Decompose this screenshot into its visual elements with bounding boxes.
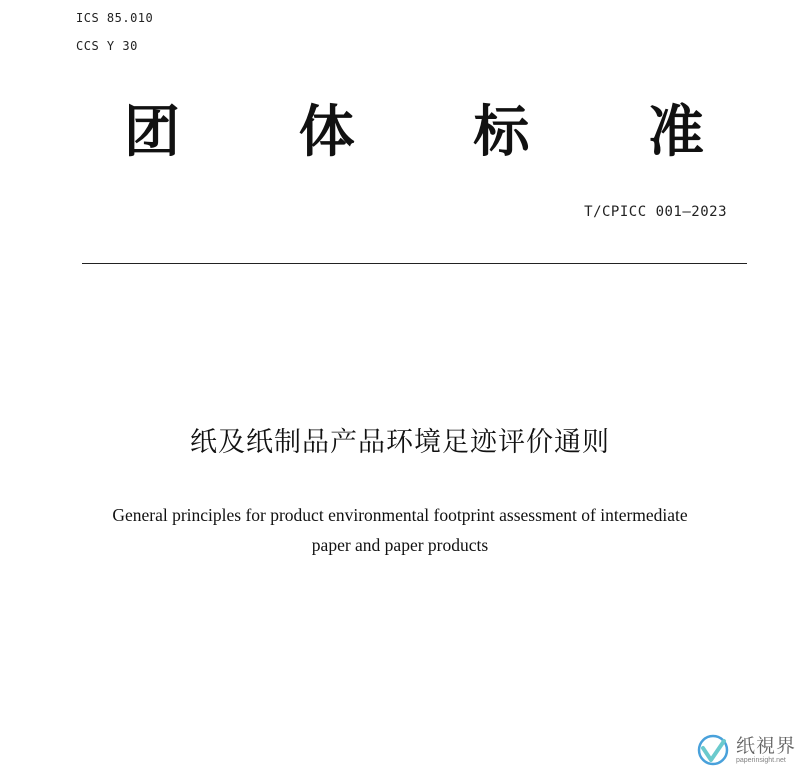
title-chinese: 纸及纸制品产品环境足迹评价通则 — [190, 427, 610, 458]
watermark-name: 纸視界 — [735, 735, 796, 758]
title-english — [60, 500, 740, 560]
watermark-url: paperinsight.net — [735, 756, 786, 764]
standard-number: T/CPICC 001—2023 — [584, 204, 727, 220]
watermark-text — [736, 736, 796, 764]
document-type-char: 标 — [473, 100, 530, 165]
watermark — [696, 733, 796, 767]
document-type-heading — [124, 100, 704, 165]
paper-insight-logo-icon — [696, 733, 730, 767]
ccs-code: CCS Y 30 — [76, 39, 138, 53]
document-type-char: 团 — [124, 100, 180, 165]
title-english-line-2: paper and paper products — [311, 535, 489, 555]
title-english-line-1: General principles for product environmental footprint assessment of intermediate — [112, 505, 688, 525]
document-type-char: 体 — [298, 100, 355, 165]
ics-code: ICS 85.010 — [76, 11, 154, 25]
header-divider — [82, 263, 747, 264]
document-type-char: 准 — [647, 100, 704, 165]
